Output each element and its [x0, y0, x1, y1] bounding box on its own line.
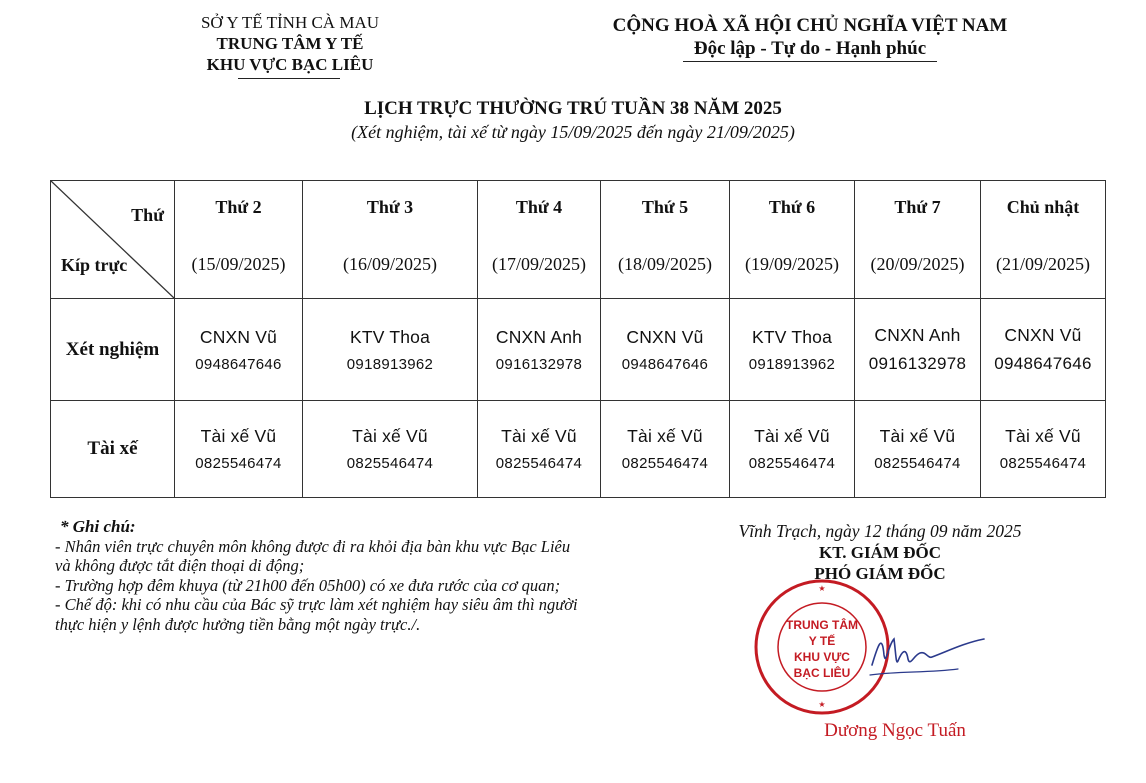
staff-phone: 0825546474	[621, 455, 709, 472]
day-date: (19/09/2025)	[745, 253, 839, 274]
staff-phone: 0825546474	[999, 455, 1087, 472]
staff-phone: 0918913962	[748, 355, 836, 373]
staff-name: Tài xế Vũ	[879, 426, 956, 446]
day-name: Thứ 5	[641, 196, 689, 217]
table-cell	[303, 401, 478, 498]
table-cell	[175, 299, 303, 401]
place-date: Vĩnh Trạch, ngày 12 tháng 09 năm 2025	[738, 521, 1022, 541]
day-date: (16/09/2025)	[343, 253, 437, 274]
notes-heading: * Ghi chú:	[60, 517, 136, 536]
staff-phone: 0825546474	[748, 455, 836, 472]
table-cell	[855, 401, 981, 498]
table-cell	[478, 401, 601, 498]
stamp-line-1: TRUNG TÂM	[786, 618, 858, 632]
corner-shift-label: Kíp trực	[61, 255, 128, 275]
document-subtitle: (Xét nghiệm, tài xế từ ngày 15/09/2025 đến ngày 21/09/2025)	[351, 122, 795, 142]
department-name: SỞ Y TẾ TỈNH CÀ MAU	[200, 13, 380, 32]
day-name: Thứ 4	[515, 196, 563, 217]
header-right-underline	[683, 61, 937, 62]
staff-name: CNXN Vũ	[199, 326, 278, 347]
signer-role-1: KT. GIÁM ĐỐC	[819, 543, 941, 562]
staff-name: Tài xế Vũ	[352, 426, 428, 446]
staff-name: CNXN Vũ	[1004, 325, 1082, 345]
staff-name: Tài xế Vũ	[501, 426, 577, 446]
document-title: LỊCH TRỰC THƯỜNG TRÚ TUẦN 38 NĂM 2025	[364, 98, 782, 119]
staff-phone: 0948647646	[195, 355, 282, 373]
region-name: KHU VỰC BẠC LIÊU	[206, 55, 374, 74]
staff-name: Tài xế Vũ	[627, 426, 703, 446]
issuing-authority	[150, 12, 430, 75]
day-header	[855, 181, 981, 299]
note-line: và không được tắt điện thoại di động;	[55, 556, 305, 575]
staff-name: CNXN Anh	[495, 326, 583, 347]
staff-phone: 0948647646	[994, 354, 1092, 373]
staff-phone: 0918913962	[346, 355, 434, 373]
table-cell	[601, 299, 730, 401]
signer-name: Dương Ngọc Tuấn	[824, 720, 966, 741]
day-name: Thứ 7	[894, 196, 941, 217]
day-name: Chủ nhật	[1006, 196, 1080, 217]
corner-diagonal	[51, 181, 174, 298]
staff-name: Tài xế Vũ	[754, 426, 830, 446]
row-label-driver: Tài xế	[51, 401, 175, 498]
staff-name: Tài xế Vũ	[200, 426, 277, 446]
staff-phone: 0948647646	[621, 355, 709, 373]
country-name: CỘNG HOÀ XÃ HỘI CHỦ NGHĨA VIỆT NAM	[612, 15, 1008, 36]
staff-phone: 0916132978	[495, 355, 583, 373]
day-header	[478, 181, 601, 299]
note-line: - Trường hợp đêm khuya (từ 21h00 đến 05h00) có xe đưa rước của cơ quan;	[55, 575, 561, 595]
national-motto	[560, 14, 1060, 62]
corner-day-label: Thứ	[131, 205, 164, 225]
day-name: Thứ 2	[215, 196, 262, 217]
stamp-line-4: BẠC LIÊU	[793, 666, 851, 680]
table-cell	[730, 401, 855, 498]
note-line: - Chế độ: khi có nhu cầu của Bác sỹ trực làm xét nghiệm hay siêu âm thì người	[55, 595, 578, 614]
staff-name: CNXN Vũ	[626, 326, 704, 347]
motto: Độc lập - Tự do - Hạnh phúc	[693, 38, 927, 59]
day-date: (18/09/2025)	[618, 253, 712, 274]
day-header	[303, 181, 478, 299]
row-label-lab: Xét nghiệm	[51, 299, 175, 401]
signature-block	[700, 521, 1060, 584]
note-line: thực hiện y lệnh được hưởng tiền bằng một ngày trực./.	[55, 614, 421, 634]
table-row	[51, 299, 1106, 401]
staff-name: KTV Thoa	[751, 326, 833, 347]
svg-text:★: ★	[818, 700, 826, 709]
staff-phone: 0916132978	[868, 354, 967, 373]
day-date: (15/09/2025)	[191, 253, 286, 274]
day-date: (21/09/2025)	[996, 253, 1090, 274]
notes-section	[55, 517, 655, 634]
note-line: - Nhân viên trực chuyên môn không được đi ra khỏi địa bàn khu vực Bạc Liêu	[55, 536, 571, 556]
schedule-table	[50, 180, 1106, 498]
stamp-line-3: KHU VỰC	[794, 650, 850, 664]
table-cell	[981, 401, 1106, 498]
staff-phone: 0825546474	[874, 455, 961, 472]
table-cell	[855, 299, 981, 401]
table-header-row	[51, 181, 1106, 299]
staff-phone: 0825546474	[495, 455, 583, 472]
staff-name: Tài xế Vũ	[1005, 426, 1081, 446]
table-cell	[175, 401, 303, 498]
svg-text:★: ★	[818, 584, 826, 593]
day-date: (17/09/2025)	[492, 253, 586, 274]
corner-cell	[51, 181, 175, 299]
table-cell	[981, 299, 1106, 401]
handwritten-signature	[868, 625, 988, 685]
stamp-line-2: Y TẾ	[808, 634, 836, 648]
table-cell	[601, 401, 730, 498]
staff-phone: 0825546474	[346, 455, 434, 472]
staff-name: KTV Thoa	[349, 326, 431, 347]
day-date: (20/09/2025)	[870, 253, 965, 274]
table-row	[51, 401, 1106, 498]
table-cell	[303, 299, 478, 401]
staff-phone: 0825546474	[195, 455, 282, 472]
day-name: Thứ 3	[366, 196, 414, 217]
day-header	[981, 181, 1106, 299]
center-name: TRUNG TÂM Y TẾ	[216, 34, 364, 53]
signer-role-2: PHÓ GIÁM ĐỐC	[814, 564, 946, 583]
day-header	[730, 181, 855, 299]
table-cell	[478, 299, 601, 401]
day-name: Thứ 6	[768, 196, 816, 217]
day-header	[175, 181, 303, 299]
day-header	[601, 181, 730, 299]
table-cell	[730, 299, 855, 401]
header-left-underline	[238, 78, 340, 79]
staff-name: CNXN Anh	[874, 325, 961, 345]
